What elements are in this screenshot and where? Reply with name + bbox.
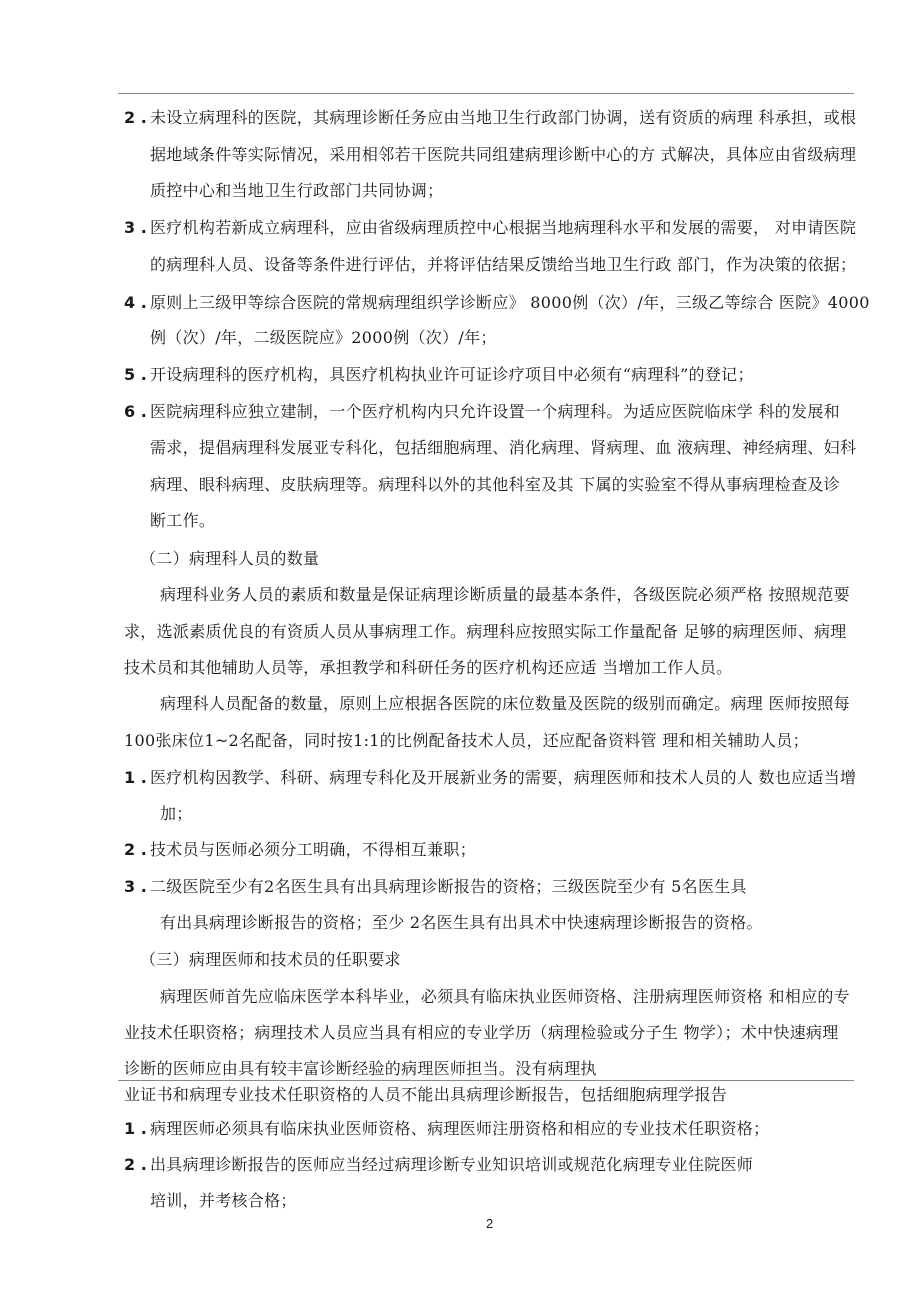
text-line: 出具病理诊断报告的医师应当经过病理诊断专业知识培训或规范化病理专业住院医师 <box>150 1155 754 1174</box>
text-line: 的病理科人员、设备等条件进行评估，并将评估结果反馈给当地卫生行政 部门，作为决策的依据； <box>150 255 857 274</box>
item-number: 4 . <box>124 293 147 312</box>
item-number: 1 . <box>124 768 147 787</box>
page-number: 2 <box>486 1216 494 1231</box>
item-number: 3 . <box>124 877 147 896</box>
text-line: 医疗机构若新成立病理科，应由省级病理质控中心根据当地病理科水平和发展的需要， 对申请医院 <box>150 218 857 237</box>
section-heading: （二）病理科人员的数量 <box>140 549 320 568</box>
item-number: 6 . <box>124 402 147 421</box>
paragraph-line: 100张床位1~2名配备，同时按1:1的比例配备技术人员，还应配备资料管 理和相关辅助人员； <box>124 731 809 750</box>
item-number: 3 . <box>124 218 147 237</box>
paragraph-line: 技术员和其他辅助人员等，承担教学和科研任务的医疗机构还应适 当增加工作人员。 <box>124 658 733 677</box>
paragraph-line: 病理科业务人员的素质和数量是保证病理诊断质量的最基本条件，各级医院必须严格 按照规范要 <box>160 585 850 604</box>
text-line: 医院病理科应独立建制，一个医疗机构内只允许设置一个病理科。为适应医院临床学 科的发展和 <box>150 402 840 421</box>
text-line: 质控中心和当地卫生行政部门共同协调； <box>150 181 444 200</box>
top-rule <box>118 93 854 94</box>
paragraph-line: 业证书和病理专业技术任职资格的人员不能出具病理诊断报告，包括细胞病理学报告 <box>124 1085 728 1104</box>
page-break-rule <box>118 1080 854 1081</box>
text-line: 技术员与医师必须分工明确，不得相互兼职； <box>150 840 477 859</box>
text-line: 培训，并考核合格； <box>150 1191 297 1210</box>
text-line: 有出具病理诊断报告的资格；至少 2名医生具有出具术中快速病理诊断报告的资格。 <box>160 913 763 932</box>
item-number: 2 . <box>124 1155 147 1174</box>
text-line: 需求，提倡病理科发展亚专科化，包括细胞病理、消化病理、肾病理、血 液病理、神经病理、妇科 <box>150 438 857 457</box>
section-heading: （三）病理医师和技术员的任职要求 <box>140 950 401 969</box>
text-line: 医疗机构因教学、科研、病理专科化及开展新业务的需要，病理医师和技术人员的人 数也应适当增 <box>150 768 857 787</box>
item-number: 1 . <box>124 1119 147 1138</box>
text-line: 未设立病理科的医院，其病理诊断任务应由当地卫生行政部门协调，送有资质的病理 科承担，或根 <box>150 108 857 127</box>
paragraph-line: 诊断的医师应由具有较丰富诊断经验的病理医师担当。没有病理执 <box>124 1059 597 1078</box>
text-line: 据地域条件等实际情况，采用相邻若干医院共同组建病理诊断中心的方 式解决，具体应由省级病理 <box>150 145 857 164</box>
text-line: 病理医师必须具有临床执业医师资格、病理医师注册资格和相应的专业技术任职资格； <box>150 1119 770 1138</box>
text-line: 开设病理科的医疗机构，具医疗机构执业许可证诊疗项目中必须有“病理科”的登记； <box>150 365 754 384</box>
text-line: 断工作。 <box>150 511 216 530</box>
text-line: 加； <box>160 804 193 823</box>
paragraph-line: 求，选派素质优良的有资质人员从事病理工作。病理科应按照实际工作量配备 足够的病理医师、病理 <box>124 622 847 641</box>
text-line: 病理、眼科病理、皮肤病理等。病理科以外的其他科室及其 下属的实验室不得从事病理检查及诊 <box>150 475 840 494</box>
item-number: 5 . <box>124 365 147 384</box>
paragraph-line: 病理医师首先应临床医学本科毕业，必须具有临床执业医师资格、注册病理医师资格 和相应的专 <box>160 987 850 1006</box>
item-number: 2 . <box>124 108 147 127</box>
text-line: 例（次）/年，二级医院应》2000例（次）/年； <box>150 328 497 347</box>
item-number: 2 . <box>124 840 147 859</box>
paragraph-line: 病理科人员配备的数量，原则上应根据各医院的床位数量及医院的级别而确定。病理 医师按照每 <box>160 694 850 713</box>
text-line: 原则上三级甲等综合医院的常规病理组织学诊断应》 8000例（次）/年，三级乙等综合 医院》4000 <box>150 293 870 312</box>
text-line: 二级医院至少有2名医生具有出具病理诊断报告的资格；三级医院至少有 5名医生具 <box>150 877 747 896</box>
paragraph-line: 业技术任职资格；病理技术人员应当具有相应的专业学历（病理检验或分子生 物学）；术中快速病理 <box>124 1023 839 1042</box>
